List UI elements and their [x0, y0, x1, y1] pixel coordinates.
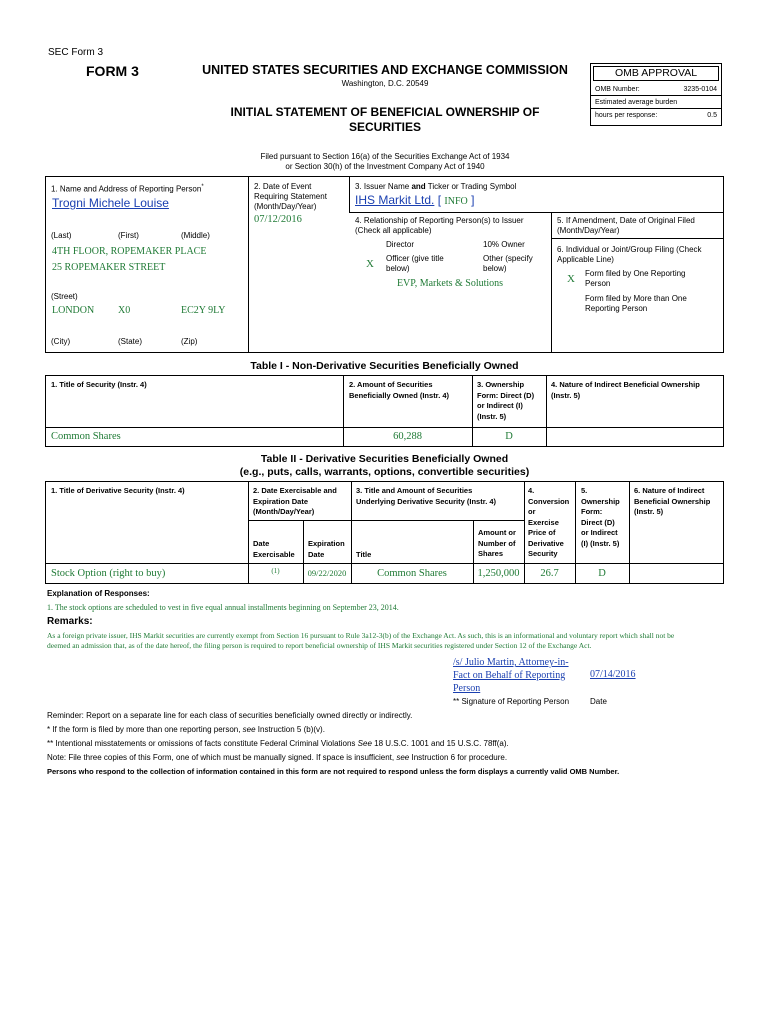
signature-l2[interactable]: Fact on Behalf of Reporting [453, 670, 566, 681]
city-label: (City) [51, 337, 71, 346]
box6-label [557, 245, 702, 265]
table2-title [45, 453, 724, 479]
officer-check-mark: X [366, 258, 374, 270]
table1-row-title: Common Shares [51, 431, 121, 442]
other-label [483, 254, 533, 274]
director-label: Director [386, 240, 415, 249]
t2c4-l1: 4. [528, 486, 535, 495]
ticker-bracket-open: [ [437, 193, 442, 207]
box5-label-l1: 5. If Amendment, Date of Original Filed [557, 216, 695, 225]
box5-label [557, 216, 695, 236]
table2-row-sec-title: Common Shares [377, 568, 447, 579]
ticker-symbol: INFO [444, 196, 468, 207]
other-label-l1: Other (specify [483, 254, 533, 263]
explanation-heading: Explanation of Responses: [47, 589, 150, 598]
officer-title: EVP, Markets & Solutions [396, 278, 504, 289]
omb-number-value: 3235-0104 [683, 86, 717, 93]
box4-label [355, 216, 524, 236]
sub-date: Date [253, 539, 270, 548]
sub-amount-l3: Shares [478, 549, 504, 558]
table2-col2-header [253, 486, 337, 518]
omb-approval-box [590, 63, 722, 126]
zip-label: (Zip) [181, 337, 198, 346]
signature-link[interactable] [453, 656, 569, 695]
table1-col3-header [477, 380, 534, 422]
form-title-line1: INITIAL STATEMENT OF BENEFICIAL OWNERSHIP OF [230, 105, 540, 119]
filed-pursuant [180, 152, 590, 172]
box3-label-pre: 3. Issuer Name [355, 182, 412, 191]
signature-label: ** Signature of Reporting Person [453, 697, 570, 706]
note-file-post: Instruction 6 for procedure. [409, 753, 508, 762]
omb-number-label: OMB Number: [595, 86, 640, 93]
form-title-line2: SECURITIES [348, 120, 421, 134]
table2-sub-title: Title [356, 550, 372, 559]
note-star-pre: * If the form is filed by more than one reporting person, [47, 725, 243, 734]
box3-label-post: Ticker or Trading Symbol [425, 182, 517, 191]
other-label-l2: below) [483, 264, 507, 273]
sub-exercisable: Exercisable [253, 549, 295, 559]
reporting-person-name-link[interactable]: Trogni Michele Louise [52, 196, 169, 210]
note-dstar-pre: ** Intentional misstatements or omissions of facts constitute Federal Criminal Violations [47, 739, 358, 748]
table2-col3-header [356, 486, 496, 507]
t1c3-l3: or Indirect (I) [477, 401, 523, 410]
remarks-l1: As a foreign private issuer, IHS Markit securities are currently exempt from Section 16 pursuant to Rule 3a12-3(b) of the Exchange Act. As such, this is an informational and voluntary report which shall not be [47, 631, 675, 640]
table1-col4-header [551, 380, 700, 401]
more-person-l1: Form filed by More than One [585, 294, 687, 303]
box1-label [51, 182, 204, 195]
table2-row-expiration: 09/22/2020 [307, 568, 347, 578]
sec-form-label: SEC Form 3 [48, 47, 104, 58]
table2-row-form: D [598, 568, 606, 579]
sub-amount-l1: Amount or [478, 528, 516, 537]
table2-title-l1: Table II - Derivative Securities Beneficially Owned [260, 453, 509, 465]
more-person-label [585, 294, 687, 314]
omb-hours-row [595, 112, 717, 119]
t1c3-l1: 3. Ownership [477, 380, 525, 389]
t2c2-l3: (Month/Day/Year) [253, 507, 315, 516]
ten-pct-owner-label: 10% Owner [483, 240, 525, 249]
box4-label-l2: (Check all applicable) [355, 226, 432, 235]
commission-title: UNITED STATES SECURITIES AND EXCHANGE COMMISSION [202, 63, 568, 77]
table2-col6-header [634, 486, 710, 518]
omb-title: OMB APPROVAL [593, 66, 719, 81]
box1-asterisk: * [201, 184, 204, 190]
form-title [180, 105, 590, 135]
t2c4-l4: Exercise [528, 517, 559, 527]
t2c4-l6: Derivative [528, 538, 564, 548]
t2c6-l3: (Instr. 5) [634, 507, 664, 516]
t2c6-l2: Beneficial Ownership [634, 496, 711, 506]
t2c5-l1: 5. [581, 486, 588, 495]
officer-label [386, 254, 444, 274]
explanation-note1: 1. The stock options are scheduled to vest in five equal annual installments beginning on September 23, 2014. [47, 603, 399, 612]
zip-value: EC2Y 9LY [181, 305, 226, 316]
signature-l1[interactable]: /s/ Julio Martin, Attorney-in- [453, 657, 569, 668]
remarks-l2: deemed an admission that, as of the date hereof, the filing person is required to report beneficial ownership of IHS Markit securities registered under Section 12 of the Exchange Act. [47, 641, 592, 650]
middle-label: (Middle) [181, 231, 210, 240]
t2c5-l3: Form: [581, 507, 603, 516]
note-star-post: Instruction 5 (b)(v). [255, 725, 325, 734]
table1-title: Table I - Non-Derivative Securities Beneficially Owned [250, 360, 519, 372]
one-person-l2: Person [585, 279, 611, 288]
street-label: (Street) [51, 292, 78, 301]
note-dstar-post: 18 U.S.C. 1001 and 15 U.S.C. 78ff(a). [371, 739, 509, 748]
note-star-see: see [242, 725, 256, 734]
omb-burden-label: Estimated average burden [595, 99, 678, 106]
t2c5-l4: Direct (D) [581, 517, 615, 527]
table2-sub-date-exercisable [253, 539, 295, 560]
officer-label-l1: Officer (give title [386, 254, 444, 263]
t2c3-l2: Underlying Derivative Security (Instr. 4) [356, 496, 497, 506]
city-value: LONDON [52, 305, 95, 316]
signature-l3[interactable]: Person [453, 683, 481, 694]
t2c2-l1: 2. Date Exercisable and [253, 486, 337, 495]
signature-date-label: Date [590, 697, 607, 706]
box2-label-l3: (Month/Day/Year) [254, 202, 317, 211]
first-label: (First) [118, 231, 139, 240]
t1c3-l2: Form: Direct (D) [477, 390, 535, 400]
t1c4-l1: 4. Nature of Indirect Beneficial Ownership [551, 380, 700, 389]
table2-col5-header [581, 486, 620, 549]
omb-hours-label: hours per response: [595, 112, 658, 119]
issuer-row [355, 193, 474, 207]
address-line2: 25 ROPEMAKER STREET [52, 262, 166, 273]
note-dstar-see: See [357, 739, 372, 748]
table2-row-price: 26.7 [540, 568, 559, 579]
signature-date: 07/14/2016 [590, 669, 636, 680]
t2c4-l7: Security [528, 549, 558, 558]
box3-label [355, 182, 516, 192]
sub-expiration: Expiration [308, 539, 345, 548]
table2-row-amount: 1,250,000 [477, 568, 520, 579]
t2c5-l2: Ownership [581, 496, 620, 506]
state-label: (State) [118, 337, 143, 346]
last-label: (Last) [51, 231, 72, 240]
remarks-heading: Remarks: [47, 616, 93, 627]
issuer-name-link[interactable]: IHS Markit Ltd. [355, 193, 435, 207]
box5-label-l2: (Month/Day/Year) [557, 226, 620, 235]
t1c3-l4: (Instr. 5) [477, 411, 507, 421]
box2-label [254, 182, 327, 212]
note-double-star [47, 739, 509, 748]
t1c4-l2: (Instr. 5) [551, 390, 581, 400]
table1-col1-header: 1. Title of Security (Instr. 4) [51, 380, 147, 389]
table1-row-amount: 60,288 [393, 431, 422, 442]
remarks-text [47, 631, 727, 651]
address-line1: 4TH FLOOR, ROPEMAKER PLACE [52, 246, 207, 257]
t2c5-l5: or Indirect [581, 528, 618, 537]
officer-label-l2: below) [386, 264, 410, 273]
one-person-check-mark: X [567, 273, 575, 285]
t2c4-l3: or [528, 507, 536, 516]
filed-line1: Filed pursuant to Section 16(a) of the Securities Exchange Act of 1934 [260, 152, 510, 161]
box3-label-and: and [411, 182, 426, 191]
filed-line2: or Section 30(h) of the Investment Company Act of 1940 [285, 162, 485, 171]
sub-date2: Date [308, 549, 325, 559]
note-file [47, 753, 507, 762]
table2-row-exercisable: (1) [271, 567, 280, 575]
t2c3-l1: 3. Title and Amount of Securities [356, 486, 473, 495]
state-value: X0 [118, 305, 131, 316]
table2-row-title: Stock Option (right to buy) [51, 568, 166, 579]
box6-label-l2: Applicable Line) [557, 255, 614, 264]
ticker-bracket-close: ] [471, 193, 475, 207]
table2-sub-expiration-date [308, 539, 345, 560]
t2c5-l6: (I) (Instr. 5) [581, 538, 620, 548]
commission-city: Washington, D.C. 20549 [341, 79, 429, 88]
one-person-l1: Form filed by One Reporting [585, 269, 686, 278]
box1-label-text: 1. Name and Address of Reporting Person [51, 184, 202, 194]
table2-sub-amount [478, 528, 516, 560]
box2-label-l2: Requiring Statement [254, 192, 327, 201]
note-star [47, 725, 325, 734]
reminder-note: Reminder: Report on a separate line for each class of securities beneficially owned directly or indirectly. [47, 711, 413, 720]
more-person-l2: Reporting Person [585, 304, 648, 313]
t2c4-l2: Conversion [528, 496, 570, 506]
box6-label-l1: 6. Individual or Joint/Group Filing (Check [557, 245, 702, 254]
table2-col4-header [528, 486, 569, 560]
persons-note: Persons who respond to the collection of information contained in this form are not required to respond unless the form displays a currently valid OMB Number. [47, 767, 620, 776]
form-number: FORM 3 [86, 63, 139, 79]
table1-col2-header [349, 380, 449, 401]
note-file-see: see [396, 753, 410, 762]
t1c2-l1: 2. Amount of Securities [349, 380, 433, 389]
event-date: 07/12/2016 [254, 214, 302, 225]
t2c4-l5: Price of [528, 528, 556, 537]
t2c6-l1: 6. Nature of Indirect [634, 486, 705, 495]
t2c2-l2: Expiration Date [253, 496, 309, 506]
one-person-label [585, 269, 686, 289]
box2-label-l1: 2. Date of Event [254, 182, 312, 191]
table2-col1-header: 1. Title of Derivative Security (Instr. 4) [51, 486, 185, 495]
omb-number-row [595, 86, 717, 93]
box4-label-l1: 4. Relationship of Reporting Person(s) to Issuer [355, 216, 524, 225]
table2-title-l2: (e.g., puts, calls, warrants, options, convertible securities) [239, 466, 530, 478]
table1-row-form: D [505, 431, 513, 442]
note-file-pre: Note: File three copies of this Form, one of which must be manually signed. If space is insufficient, [47, 753, 397, 762]
sub-amount-l2: Number of [478, 538, 516, 548]
omb-hours-value: 0.5 [707, 112, 717, 119]
t1c2-l2: Beneficially Owned (Instr. 4) [349, 390, 450, 400]
